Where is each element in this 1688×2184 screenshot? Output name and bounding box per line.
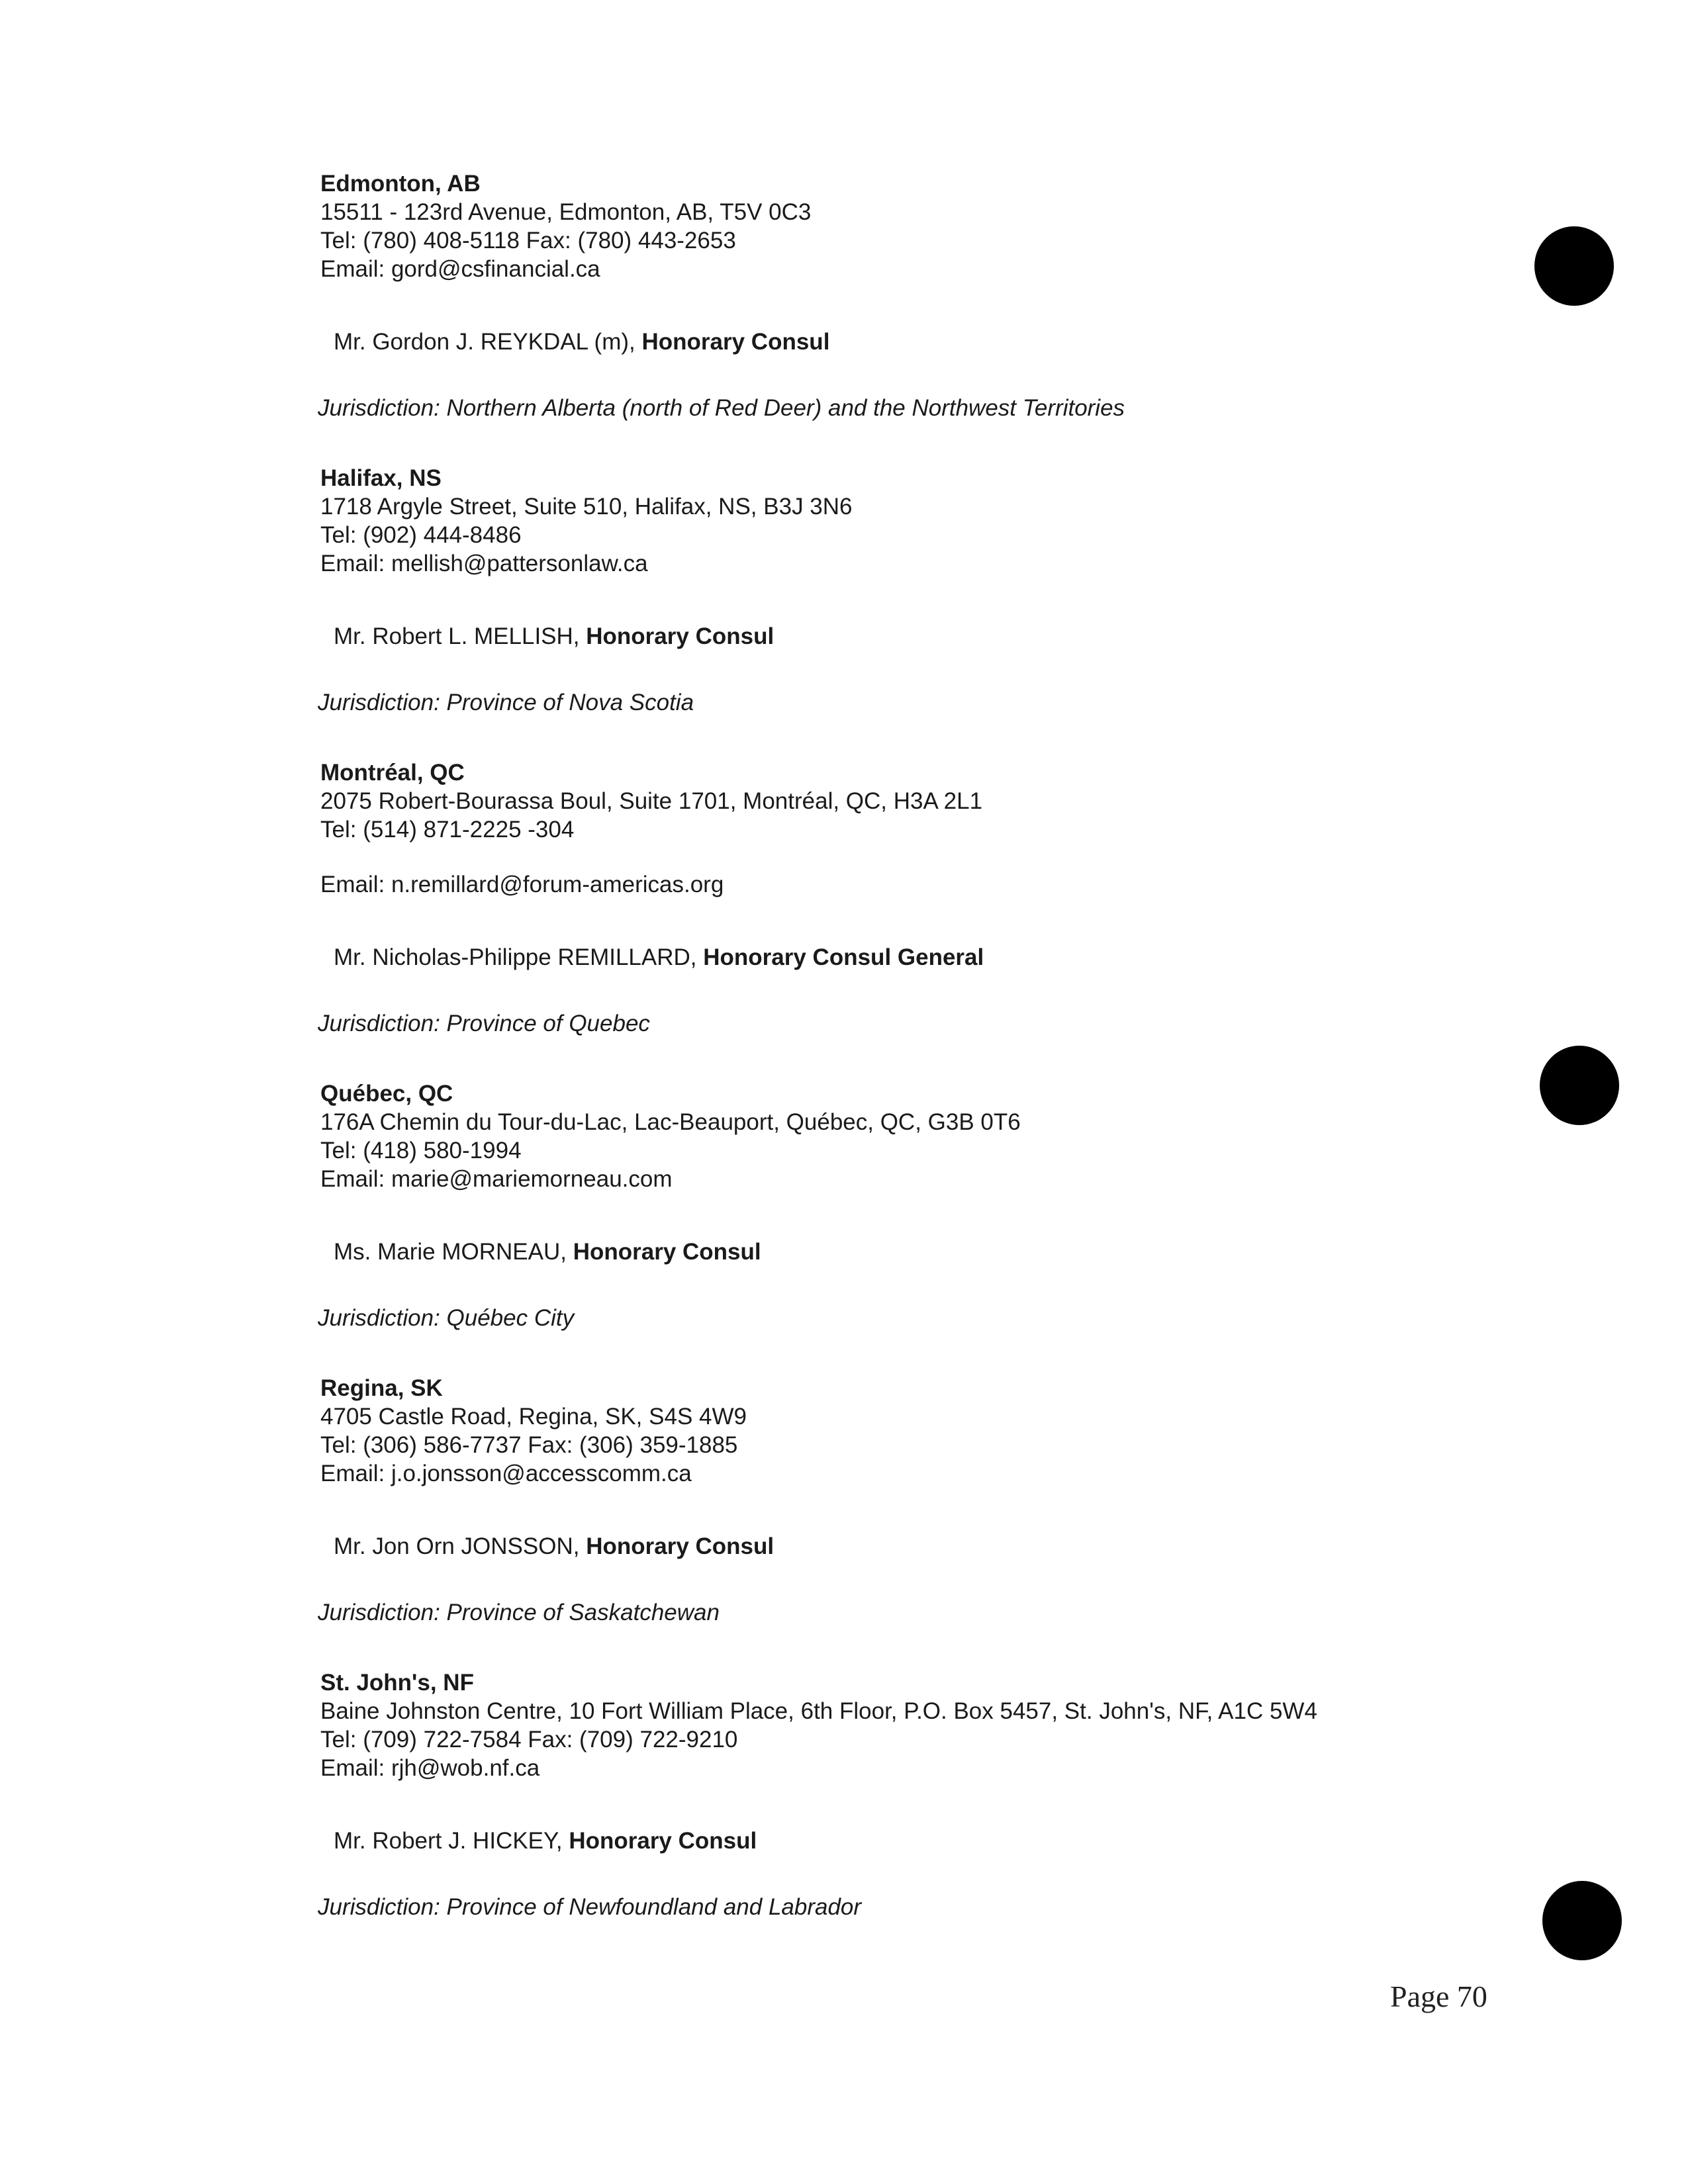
consul-name: Ms. Marie MORNEAU, bbox=[334, 1239, 567, 1265]
entry-jurisdiction: Jurisdiction: Province of Saskatchewan bbox=[318, 1600, 720, 1625]
page-number: Page 70 bbox=[1390, 1979, 1487, 2013]
entry-jurisdiction: Jurisdiction: Québec City bbox=[318, 1305, 575, 1331]
entry-consul bbox=[334, 1238, 1446, 1266]
entry-city: St. John's, NF bbox=[320, 1670, 474, 1696]
entry-city: Regina, SK bbox=[320, 1375, 443, 1401]
entry-city: Montréal, QC bbox=[320, 760, 465, 786]
entry-address: 176A Chemin du Tour-du-Lac, Lac-Beauport, Québec, QC, G3B 0T6 bbox=[320, 1109, 1021, 1135]
entry-address: 1718 Argyle Street, Suite 510, Halifax, NS, B3J 3N6 bbox=[320, 494, 853, 520]
entry-address: 15511 - 123rd Avenue, Edmonton, AB, T5V 0C3 bbox=[320, 199, 812, 225]
entry-consul bbox=[334, 943, 1446, 972]
entry-consul bbox=[334, 622, 1446, 651]
entry-email: Email: gord@csfinancial.ca bbox=[320, 256, 600, 282]
entry-address: 2075 Robert-Bourassa Boul, Suite 1701, Montréal, QC, H3A 2L1 bbox=[320, 788, 983, 814]
punch-hole-top bbox=[1534, 226, 1614, 306]
entry-city: Québec, QC bbox=[320, 1081, 453, 1107]
entry-tel: Tel: (709) 722-7584 Fax: (709) 722-9210 bbox=[320, 1727, 738, 1752]
entry-consul bbox=[334, 328, 1446, 356]
consul-name: Mr. Robert J. HICKEY, bbox=[334, 1828, 563, 1854]
entry-tel: Tel: (780) 408-5118 Fax: (780) 443-2653 bbox=[320, 228, 736, 253]
consul-title: Honorary Consul bbox=[586, 1533, 774, 1559]
directory-entry-regina bbox=[320, 1374, 1446, 1627]
directory-entry-edmonton bbox=[320, 169, 1446, 422]
entry-address: Baine Johnston Centre, 10 Fort William Place, 6th Floor, P.O. Box 5457, St. John's, NF, A1C 5W4 bbox=[320, 1698, 1317, 1724]
entry-consul bbox=[334, 1532, 1446, 1561]
entry-jurisdiction: Jurisdiction: Province of Quebec bbox=[318, 1011, 650, 1036]
entry-jurisdiction: Jurisdiction: Northern Alberta (north of Red Deer) and the Northwest Territories bbox=[318, 395, 1125, 421]
entry-consul bbox=[334, 1827, 1446, 1855]
directory-entry-montreal bbox=[320, 758, 1446, 1038]
consul-title: Honorary Consul General bbox=[703, 944, 984, 970]
directory-entry-halifax bbox=[320, 464, 1446, 717]
entry-city: Halifax, NS bbox=[320, 465, 442, 491]
entry-email: Email: rjh@wob.nf.ca bbox=[320, 1755, 540, 1781]
entry-address: 4705 Castle Road, Regina, SK, S4S 4W9 bbox=[320, 1404, 747, 1430]
directory-entry-quebec bbox=[320, 1079, 1446, 1332]
entry-tel: Tel: (902) 444-8486 bbox=[320, 522, 522, 548]
entry-tel: Tel: (514) 871-2225 -304 bbox=[320, 817, 575, 842]
punch-hole-middle bbox=[1540, 1046, 1619, 1125]
consul-title: Honorary Consul bbox=[569, 1828, 757, 1854]
entry-email: Email: mellish@pattersonlaw.ca bbox=[320, 551, 648, 576]
entry-jurisdiction: Jurisdiction: Province of Newfoundland and Labrador bbox=[318, 1894, 862, 1920]
consul-title: Honorary Consul bbox=[641, 329, 830, 355]
consul-title: Honorary Consul bbox=[573, 1239, 761, 1265]
consul-name: Mr. Gordon J. REYKDAL (m), bbox=[334, 329, 635, 355]
entry-email: Email: n.remillard@forum-americas.org bbox=[320, 872, 724, 897]
punch-hole-bottom bbox=[1542, 1881, 1622, 1960]
consulate-directory bbox=[320, 169, 1446, 1921]
consul-name: Mr. Nicholas-Philippe REMILLARD, bbox=[334, 944, 697, 970]
entry-email: Email: marie@mariemorneau.com bbox=[320, 1166, 673, 1192]
directory-entry-st-johns bbox=[320, 1668, 1446, 1921]
entry-jurisdiction: Jurisdiction: Province of Nova Scotia bbox=[318, 690, 694, 715]
entry-email: Email: j.o.jonsson@accesscomm.ca bbox=[320, 1461, 692, 1486]
entry-city: Edmonton, AB bbox=[320, 171, 481, 197]
consul-name: Mr. Jon Orn JONSSON, bbox=[334, 1533, 580, 1559]
entry-tel: Tel: (306) 586-7737 Fax: (306) 359-1885 bbox=[320, 1432, 738, 1458]
consul-title: Honorary Consul bbox=[586, 623, 774, 649]
entry-tel: Tel: (418) 580-1994 bbox=[320, 1138, 522, 1163]
consul-name: Mr. Robert L. MELLISH, bbox=[334, 623, 580, 649]
